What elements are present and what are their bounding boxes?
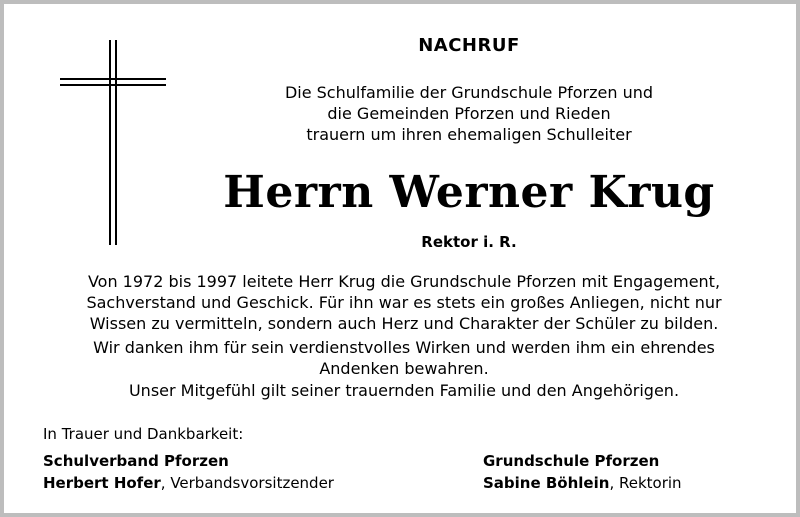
intro-line: trauern um ihren ehemaligen Schulleiter bbox=[306, 125, 632, 144]
tribute-paragraph bbox=[34, 271, 774, 334]
signatory-person-line bbox=[43, 472, 334, 494]
intro-line: Die Schulfamilie der Grundschule Pforzen und bbox=[284, 83, 654, 102]
signatory-left bbox=[43, 450, 334, 494]
notice-heading: NACHRUF bbox=[418, 35, 520, 56]
signatory-role: , Verbandsvorsitzender bbox=[160, 474, 334, 492]
signatory-right bbox=[483, 450, 682, 494]
signatory-person: Herbert Hofer bbox=[43, 474, 161, 492]
intro-line: die Gemeinden Pforzen und Rieden bbox=[327, 104, 611, 123]
mourning-line: In Trauer und Dankbarkeit: bbox=[43, 425, 244, 443]
tribute-line: Sachverstand und Geschick. Für ihn war es stets ein großes Anliegen, nicht nur bbox=[86, 293, 722, 312]
cross-icon bbox=[54, 34, 174, 249]
signatory-person-line bbox=[483, 472, 682, 494]
thanks-paragraph bbox=[34, 337, 774, 379]
tribute-line: Wissen zu vermitteln, sondern auch Herz und Charakter der Schüler zu bilden. bbox=[89, 314, 719, 333]
signatory-organization: Schulverband Pforzen bbox=[43, 452, 229, 470]
deceased-name: Herrn Werner Krug bbox=[223, 167, 715, 218]
condolence-paragraph: Unser Mitgefühl gilt seiner trauernden Familie und den Angehörigen. bbox=[128, 381, 680, 400]
thanks-line: Andenken bewahren. bbox=[319, 359, 489, 378]
intro-text bbox=[234, 82, 704, 145]
signatory-organization: Grundschule Pforzen bbox=[483, 452, 660, 470]
signatory-role: , Rektorin bbox=[609, 474, 682, 492]
thanks-line: Wir danken ihm für sein verdienstvolles Wirken und werden ihm ein ehrendes bbox=[93, 338, 715, 357]
deceased-title: Rektor i. R. bbox=[421, 233, 517, 251]
signatory-person: Sabine Böhlein bbox=[483, 474, 610, 492]
tribute-line: Von 1972 bis 1997 leitete Herr Krug die Grundschule Pforzen mit Engagement, bbox=[87, 272, 721, 291]
